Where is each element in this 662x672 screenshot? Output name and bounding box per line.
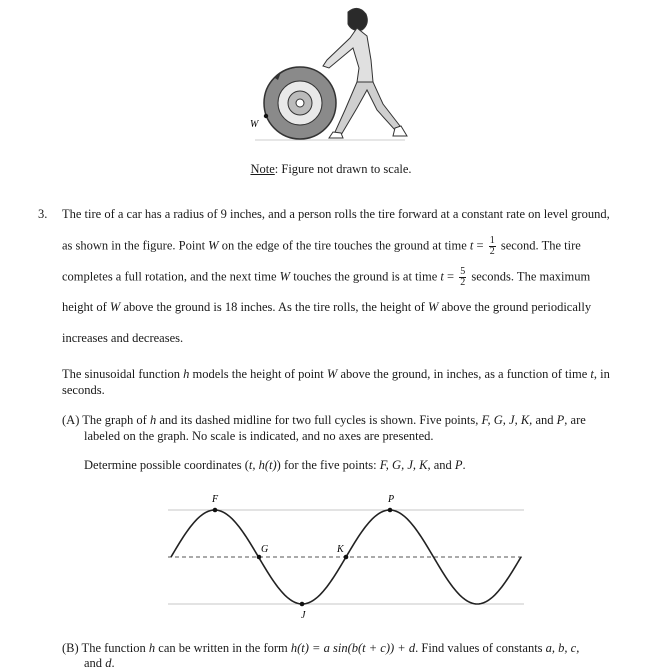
var-h: h	[149, 413, 157, 427]
fraction-five-halves	[459, 267, 466, 288]
q-line5: increases and decreases.	[62, 331, 184, 345]
question-line-1-text: The tire of a car has a radius of 9 inches, and a person rolls the tire forward at a constant rate on level ground,	[62, 207, 610, 221]
point-g-marker	[257, 555, 262, 560]
var-w: W	[279, 269, 291, 284]
fraction-one-half	[489, 236, 496, 257]
var-w: W	[427, 300, 439, 314]
det-3: and	[430, 458, 455, 472]
det-1: Determine possible coordinates (	[84, 458, 249, 472]
var-t: t	[440, 269, 444, 284]
part-a-1: (A) The graph of	[62, 413, 150, 427]
q-line4-c: above the ground periodically	[438, 300, 592, 314]
question-line-5	[62, 331, 183, 346]
point-w-marker	[264, 114, 268, 118]
person-illustration	[323, 8, 407, 138]
var-t: t	[590, 367, 594, 381]
point-p-marker	[388, 508, 393, 513]
var-h: h	[183, 367, 190, 381]
p2-a: The sinusoidal function	[62, 367, 184, 381]
part-a-line-2	[84, 429, 434, 444]
question-line-1	[62, 207, 610, 222]
figure-note	[0, 162, 662, 177]
determine-line	[84, 458, 466, 473]
frac2-den: 2	[460, 277, 466, 288]
point-j-marker	[300, 602, 305, 607]
q-line3-a: completes a full rotation, and the next time	[62, 269, 280, 284]
part-a-3: and	[532, 413, 557, 427]
point-k-marker	[344, 555, 349, 560]
var-t: t	[469, 238, 474, 253]
question-line-3	[62, 267, 590, 288]
tire-figure	[245, 0, 415, 150]
frac1-den: 2	[489, 246, 495, 257]
p2-d: , in	[593, 367, 610, 381]
paragraph-2-line-2	[62, 383, 105, 398]
p2-c: above the ground, in inches, as a function of time	[337, 367, 591, 381]
question-number: 3.	[38, 207, 48, 221]
part-b-5: .	[111, 656, 115, 670]
part-a-2: and its dashed midline for two full cycles is shown. Five points,	[156, 413, 482, 427]
q-line3-c: seconds. The maximum	[468, 269, 591, 284]
part-b-4: and	[84, 656, 106, 670]
q-line4-b: above the ground is 18 inches. As the tire rolls, the height of	[120, 300, 428, 314]
point-w-label: W	[250, 119, 259, 130]
part-a-line-1	[62, 413, 586, 428]
label-k: K	[337, 544, 344, 555]
q-line3-b: touches the ground is at time	[290, 269, 441, 284]
q-line2-c: second. The tire	[497, 238, 581, 253]
part-a-p: P	[556, 413, 565, 427]
part-b-consts: a, b, c,	[545, 641, 580, 655]
var-w: W	[208, 238, 219, 253]
frac2-num: 5	[460, 266, 466, 277]
det-4: .	[462, 458, 466, 472]
part-b-d: d	[105, 656, 112, 670]
part-b-3: . Find values of constants	[415, 641, 546, 655]
det-coord: t, h(t)	[248, 458, 277, 472]
part-a-4: , are	[564, 413, 586, 427]
note-prefix: Note	[250, 162, 275, 176]
part-b-1: (B) The function	[62, 641, 149, 655]
point-f-marker	[213, 508, 218, 513]
label-g: G	[261, 544, 269, 555]
tire-center	[296, 99, 304, 107]
det-2: ) for the five points:	[276, 458, 380, 472]
var-h: h	[148, 641, 156, 655]
det-points: F, G, J, K,	[379, 458, 431, 472]
var-w: W	[326, 367, 338, 381]
q-line2-a: as shown in the figure. Point	[62, 238, 209, 253]
part-a-5: labeled on the graph. No scale is indicated, and no axes are presented.	[84, 429, 434, 443]
part-a-points: F, G, J, K,	[481, 413, 533, 427]
part-b-line-1	[62, 641, 579, 656]
part-b-2: can be written in the form	[155, 641, 291, 655]
question-line-2	[62, 236, 581, 257]
note-text: : Figure not drawn to scale.	[274, 162, 412, 176]
p2-b: models the height of point	[189, 367, 327, 381]
label-j: J	[301, 610, 306, 620]
det-p: P	[454, 458, 463, 472]
q-line2-b: on the edge of the tire touches the ground at time	[218, 238, 470, 253]
label-p: P	[388, 494, 395, 505]
frac1-num: 1	[489, 235, 495, 246]
question-line-4	[62, 300, 591, 315]
q-line2-eq: =	[473, 238, 487, 253]
part-b-line-2	[84, 656, 115, 671]
label-f: F	[212, 494, 219, 505]
q-line4-a: height of	[62, 300, 110, 314]
var-w: W	[109, 300, 121, 314]
part-b-form: h(t) = a sin(b(t + c)) + d	[290, 641, 416, 655]
paragraph-2-line-1	[62, 367, 610, 382]
p2-e: seconds.	[62, 383, 105, 397]
sinusoid-graph	[162, 490, 528, 620]
q-line3-eq: =	[443, 269, 458, 284]
